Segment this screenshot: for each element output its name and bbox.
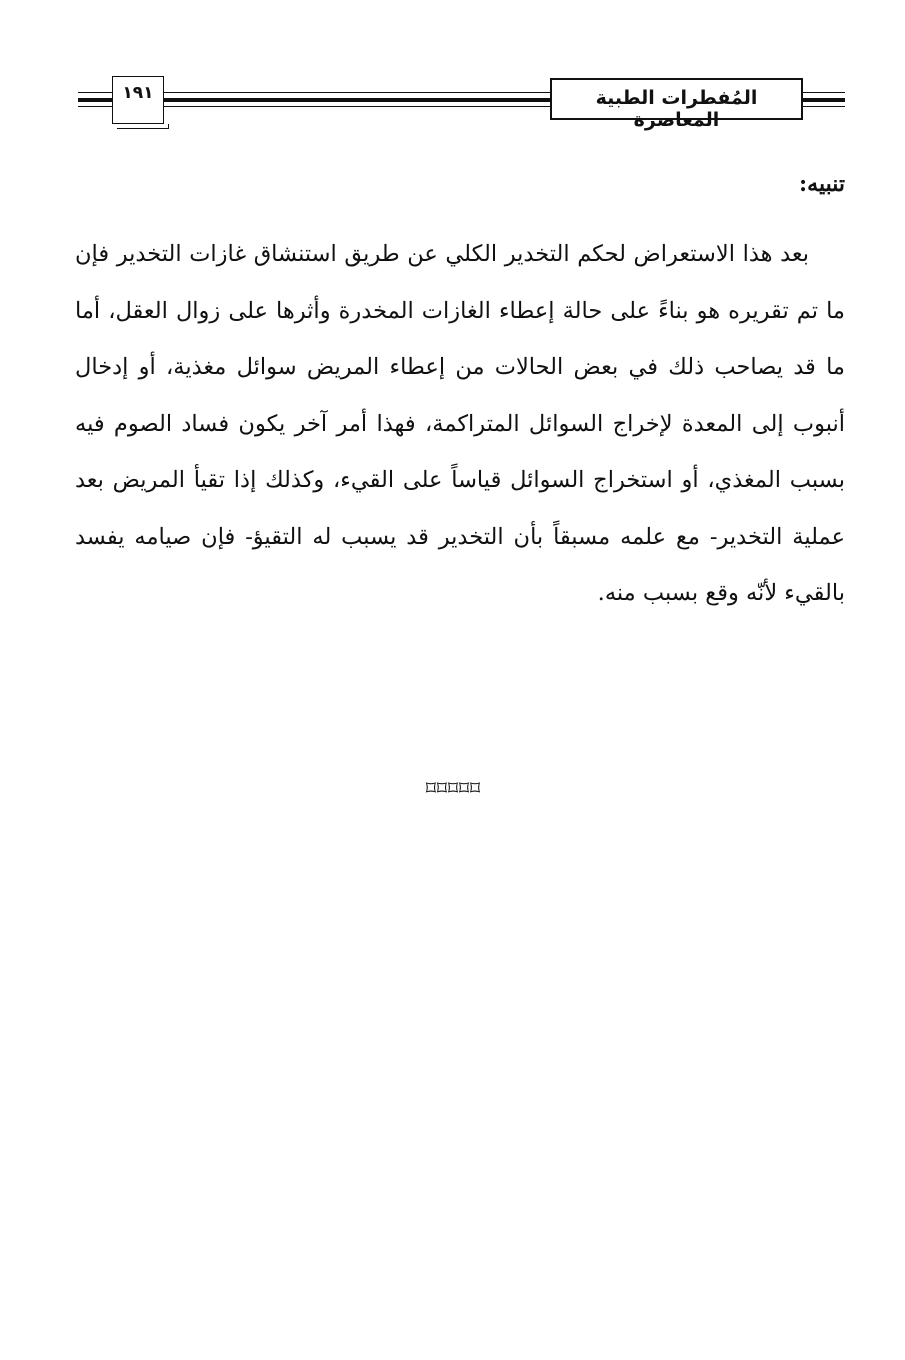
body-paragraph: بعد هذا الاستعراض لحكم التخدير الكلي عن طريق استنشاق غازات التخدير فإن ما تم تقريره هو بناءً على حالة إعطاء الغازات المخدرة وأثرها على زوال العقل، أما ما قد يصاحب ذلك في بعض الحالات من إعطاء المريض سوائل مغذية، أو إدخال أنبوب إلى المعدة لإخراج السوائل المتراكمة، فهذا أمر آخر يكون فساد الصوم فيه بسبب المغذي، أو استخراج السوائل قياساً على القيء، وكذلك إذا تقيأ المريض بعد عملية التخدير- مع علمه مسبقاً بأن التخدير قد يسبب له التقيؤ- فإن صيامه يفسد بالقيء لأنّه وقع بسبب منه. bbox=[75, 241, 845, 606]
section-end-ornament: ⌑⌑⌑⌑⌑ bbox=[424, 776, 481, 800]
page-number: ١٩١ bbox=[122, 83, 154, 103]
page-content bbox=[75, 160, 845, 622]
book-title-box bbox=[550, 78, 803, 131]
page-number-scroll bbox=[112, 76, 164, 124]
running-header bbox=[0, 0, 905, 140]
section-heading: تنبيه: bbox=[799, 171, 845, 197]
book-title: المُفطرات الطبية المعاصرة bbox=[595, 87, 758, 131]
